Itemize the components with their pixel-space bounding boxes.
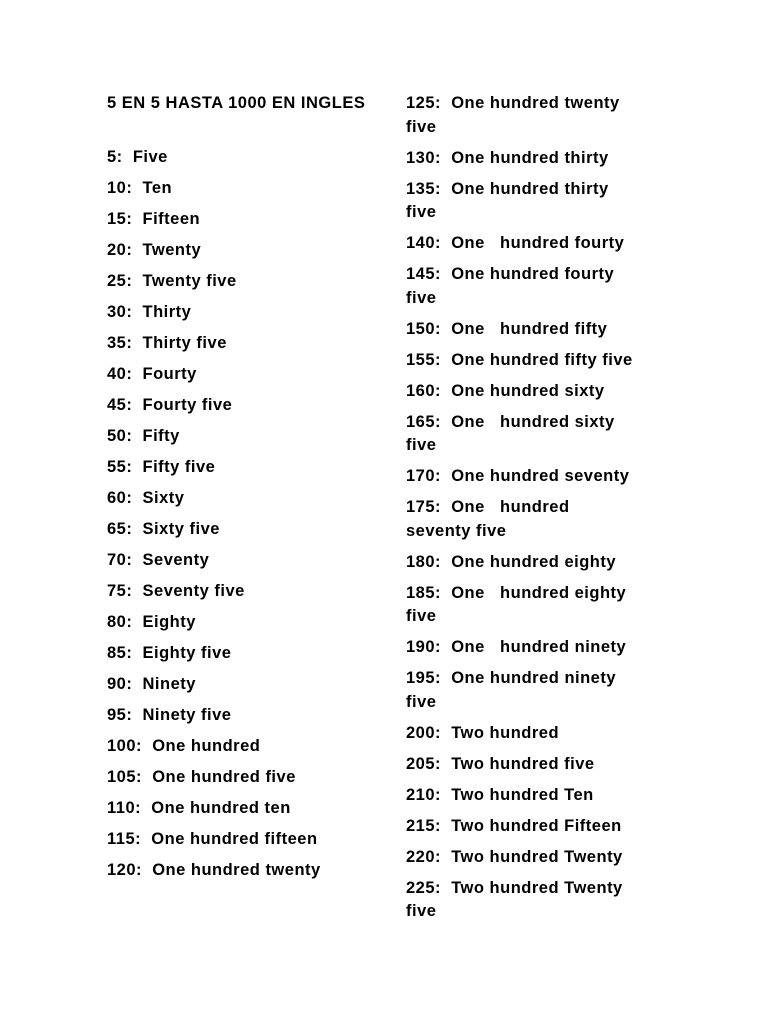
number-entry: 180: One hundred eighty [406, 552, 617, 571]
number-entry: 45: Fourty five [107, 395, 233, 414]
number-entry: 155: One hundred fifty five [406, 350, 633, 369]
number-entry: 220: Two hundred Twenty [406, 847, 623, 866]
number-entry: 105: One hundred five [107, 767, 296, 786]
number-entry: 165: One hundred sixty five [406, 412, 615, 454]
number-entry: 125: One hundred twenty five [406, 94, 620, 136]
left-column [107, 92, 377, 890]
number-entry: 140: One hundred fourty [406, 234, 625, 252]
number-entry: 130: One hundred thirty [406, 148, 609, 167]
number-entry: 175: One hundred seventy five [406, 498, 570, 540]
number-entry: 10: Ten [107, 178, 173, 197]
number-entry: 145: One hundred fourty five [406, 265, 615, 307]
number-entry: 90: Ninety [107, 674, 196, 693]
right-column [406, 92, 668, 931]
number-entry: 110: One hundred ten [107, 798, 291, 817]
number-entry: 150: One hundred fifty [406, 319, 608, 338]
number-entry: 135: One hundred thirty five [406, 179, 609, 221]
number-entry: 15: Fifteen [107, 209, 201, 228]
number-entry: 40: Fourty [107, 364, 197, 383]
number-entry: 225: Two hundred Twenty five [406, 878, 623, 920]
number-entry: 190: One hundred ninety [406, 638, 627, 656]
number-entry: 85: Eighty five [107, 643, 232, 662]
number-entry: 100: One hundred [107, 736, 261, 755]
document-title: 5 EN 5 HASTA 1000 EN INGLES [107, 94, 366, 112]
number-entry: 200: Two hundred [406, 723, 560, 742]
left-entry-list [107, 146, 377, 883]
number-entry: 80: Eighty [107, 612, 196, 631]
number-entry: 160: One hundred sixty [406, 381, 605, 400]
number-entry: 195: One hundred ninety five [406, 669, 617, 711]
number-entry: 120: One hundred twenty [107, 860, 321, 879]
number-entry: 55: Fifty five [107, 457, 216, 476]
number-entry: 170: One hundred seventy [406, 467, 630, 485]
number-entry: 35: Thirty five [107, 333, 227, 352]
right-entry-list [406, 92, 668, 924]
number-entry: 50: Fifty [107, 426, 180, 445]
number-entry: 70: Seventy [107, 550, 210, 569]
number-entry: 65: Sixty five [107, 519, 220, 538]
number-entry: 30: Thirty [107, 302, 192, 321]
number-entry: 20: Twenty [107, 240, 202, 259]
number-entry: 60: Sixty [107, 488, 185, 507]
number-entry: 75: Seventy five [107, 581, 245, 600]
number-entry: 205: Two hundred five [406, 754, 595, 773]
number-entry: 215: Two hundred Fifteen [406, 816, 622, 835]
number-entry: 185: One hundred eighty five [406, 583, 627, 625]
number-entry: 210: Two hundred Ten [406, 785, 594, 804]
number-entry: 115: One hundred fifteen [107, 829, 318, 848]
number-entry: 5: Five [107, 147, 168, 166]
number-entry: 95: Ninety five [107, 705, 232, 724]
number-entry: 25: Twenty five [107, 271, 237, 290]
